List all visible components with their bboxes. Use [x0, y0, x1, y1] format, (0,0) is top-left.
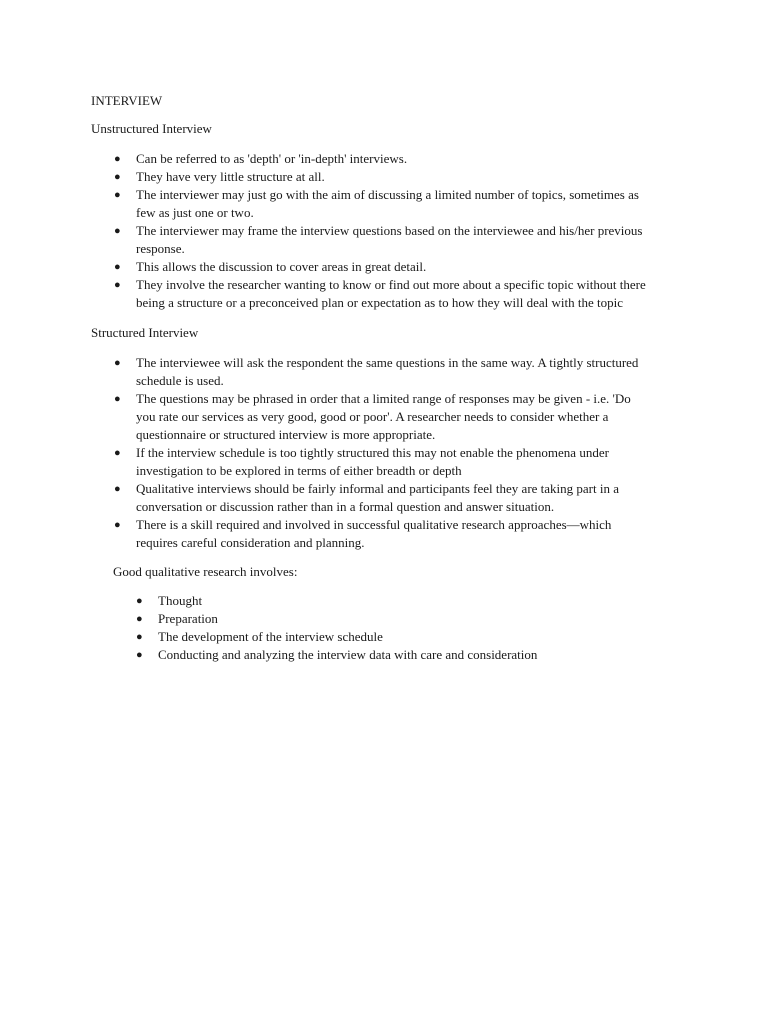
list-item [136, 592, 678, 610]
list-item [114, 186, 696, 222]
list-item [114, 480, 696, 516]
bullet-icon: ● [114, 171, 121, 183]
bullet-icon: ● [136, 595, 143, 607]
list-item-line: Can be referred to as 'depth' or 'in-depth' interviews. [136, 151, 408, 166]
bullet-icon: ● [114, 447, 121, 459]
list-item [114, 390, 696, 444]
list-item-line: investigation to be explored in terms of either breadth or depth [136, 463, 462, 478]
list-item-line: Qualitative interviews should be fairly informal and participants feel they are taking part in a [136, 481, 619, 496]
bullet-icon: ● [114, 225, 121, 237]
bullet-icon: ● [114, 519, 121, 531]
list-item-line: few as just one or two. [136, 205, 254, 220]
list-item-line: The development of the interview schedule [158, 629, 383, 644]
list-item [114, 276, 696, 312]
bullet-icon: ● [114, 153, 121, 165]
structured-interview-heading: Structured Interview [91, 325, 199, 340]
list-item [114, 444, 696, 480]
list-item-line: conversation or discussion rather than in a formal question and answer situation. [136, 499, 555, 514]
list-item [114, 516, 696, 552]
list-item-line: They involve the researcher wanting to know or find out more about a specific topic without there [136, 277, 646, 292]
list-item [136, 610, 678, 628]
list-item-line: response. [136, 241, 185, 256]
list-item-line: questionnaire or structured interview is more appropriate. [136, 427, 436, 442]
list-item-line: They have very little structure at all. [136, 169, 325, 184]
list-item-line: If the interview schedule is too tightly structured this may not enable the phenomena under [136, 445, 609, 460]
list-item-line: schedule is used. [136, 373, 224, 388]
list-item [114, 258, 696, 276]
list-item-line: Preparation [158, 611, 218, 626]
list-item [114, 168, 696, 186]
list-item-line: you rate our services as very good, good or poor'. A researcher needs to consider whether a [136, 409, 609, 424]
bullet-icon: ● [114, 261, 121, 273]
list-item-line: The questions may be phrased in order that a limited range of responses may be given - i.e. 'Do [136, 391, 631, 406]
bullet-icon: ● [136, 631, 143, 643]
bullet-icon: ● [136, 649, 143, 661]
list-item [114, 354, 696, 390]
list-item-line: This allows the discussion to cover areas in great detail. [136, 259, 427, 274]
list-item [136, 628, 678, 646]
list-item-line: requires careful consideration and planning. [136, 535, 365, 550]
list-item-line: There is a skill required and involved in successful qualitative research approaches—which [136, 517, 612, 532]
list-item [114, 150, 696, 168]
good-research-list [136, 592, 678, 664]
bullet-icon: ● [114, 483, 121, 495]
bullet-icon: ● [136, 613, 143, 625]
structured-interview-list [114, 354, 696, 552]
list-item [114, 222, 696, 258]
good-research-heading: Good qualitative research involves: [113, 564, 298, 579]
bullet-icon: ● [114, 393, 121, 405]
bullet-icon: ● [114, 189, 121, 201]
bullet-icon: ● [114, 279, 121, 291]
bullet-icon: ● [114, 357, 121, 369]
list-item-line: The interviewer may just go with the aim of discussing a limited number of topics, sometimes as [136, 187, 639, 202]
list-item-line: Thought [158, 593, 203, 608]
document-title: INTERVIEW [91, 93, 163, 108]
unstructured-interview-heading: Unstructured Interview [91, 121, 212, 136]
list-item [136, 646, 678, 664]
unstructured-interview-list [114, 150, 696, 312]
list-item-line: Conducting and analyzing the interview data with care and consideration [158, 647, 538, 662]
list-item-line: The interviewee will ask the respondent the same questions in the same way. A tightly structured [136, 355, 639, 370]
list-item-line: The interviewer may frame the interview questions based on the interviewee and his/her previous [136, 223, 643, 238]
list-item-line: being a structure or a preconceived plan or expectation as to how they will deal with the topic [136, 295, 623, 310]
